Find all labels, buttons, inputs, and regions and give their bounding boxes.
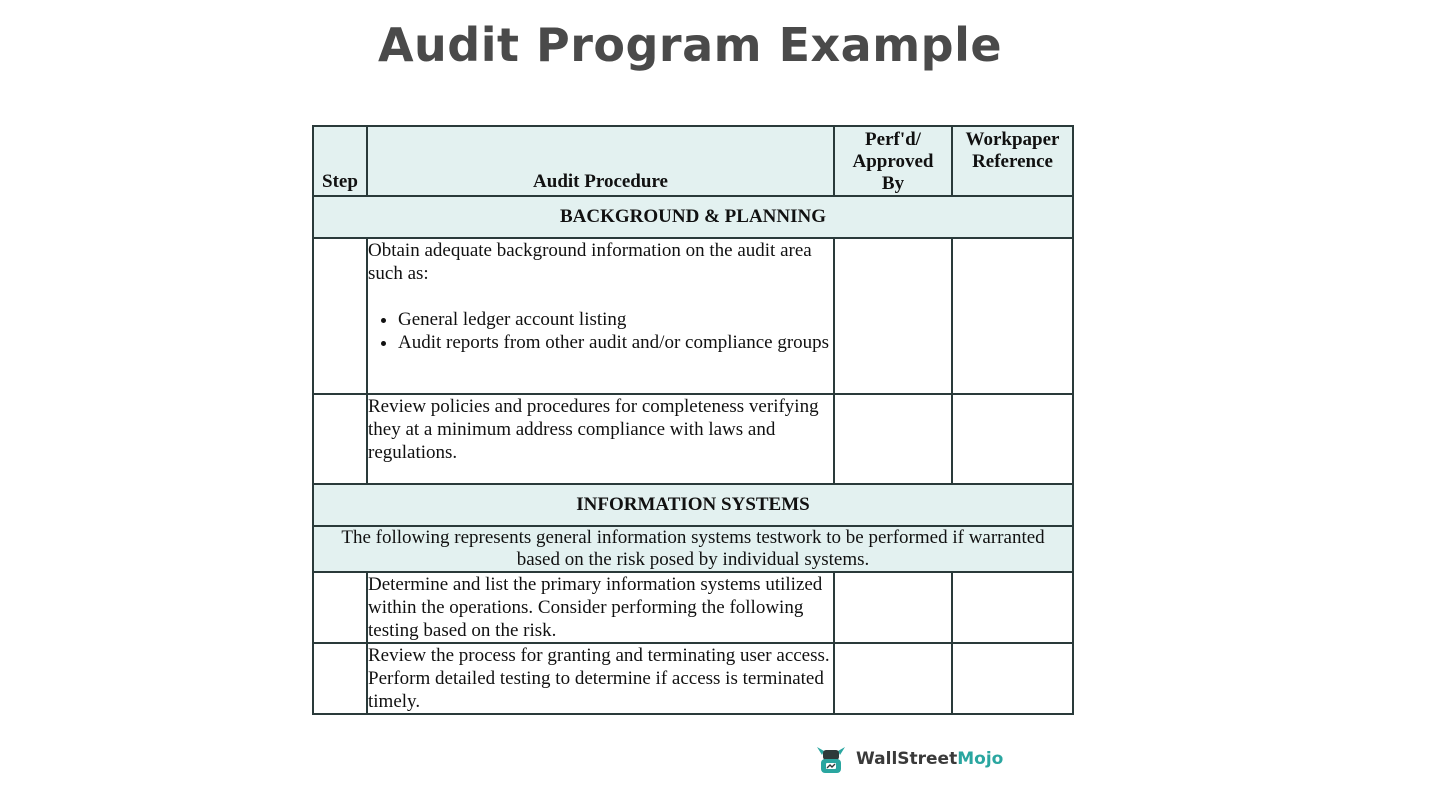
procedure-cell (367, 643, 834, 714)
page-title: Audit Program Example (377, 18, 1003, 72)
step-cell (313, 394, 367, 484)
list-item: • Audit reports from other audit and/or compliance groups (398, 331, 833, 354)
column-header-procedure: Audit Procedure (367, 126, 834, 196)
performed-cell (834, 643, 952, 714)
procedure-bullet-list (368, 308, 833, 354)
procedure-cell (367, 394, 834, 484)
section-heading: BACKGROUND & PLANNING (313, 196, 1073, 238)
list-item: • General ledger account listing (398, 308, 833, 331)
performed-cell (834, 572, 952, 643)
procedure-cell (367, 238, 834, 394)
workpaper-line-2: Reference (972, 151, 1053, 172)
workpaper-cell (952, 238, 1073, 394)
performed-line-1: Perf'd/ (865, 129, 921, 150)
table-row (313, 394, 1073, 484)
section-row-background (313, 196, 1073, 238)
procedure-text: Obtain adequate background information on the audit area such as: (368, 240, 812, 284)
section-heading: INFORMATION SYSTEMS (313, 484, 1073, 526)
table-row (313, 572, 1073, 643)
workpaper-cell (952, 643, 1073, 714)
section-note-row (313, 526, 1073, 572)
section-row-information-systems (313, 484, 1073, 526)
workpaper-cell (952, 572, 1073, 643)
procedure-text: Review policies and procedures for completeness verifying they at a minimum address compliance with laws and regulations. (368, 396, 819, 463)
procedure-text: Review the process for granting and terminating user access. Perform detailed testing to determine if access is terminated timely. (368, 645, 830, 712)
procedure-cell (367, 572, 834, 643)
procedure-text: Determine and list the primary information systems utilized within the operations. Consider performing the following testing based on the risk. (368, 574, 823, 641)
performed-cell (834, 238, 952, 394)
table-row (313, 238, 1073, 394)
table-header-row (313, 126, 1073, 196)
bull-mascot-icon (814, 741, 848, 777)
table-row (313, 643, 1073, 714)
step-cell (313, 643, 367, 714)
performed-line-3: By (881, 173, 905, 194)
audit-program-table (312, 125, 1074, 715)
section-note: The following represents general information systems testwork to be performed if warranted based on the risk posed by individual systems. (313, 526, 1073, 572)
step-cell (313, 572, 367, 643)
workpaper-line-1: Workpaper (965, 129, 1060, 150)
workpaper-cell (952, 394, 1073, 484)
logo-name-part2: Mojo (957, 749, 1004, 769)
column-header-step: Step (313, 126, 367, 196)
step-cell (313, 238, 367, 394)
logo-name-part1: WallStreet (856, 749, 958, 769)
logo-wordmark (856, 749, 1003, 769)
column-header-workpaper (952, 126, 1073, 196)
column-header-performed (834, 126, 952, 196)
wallstreetmojo-logo (814, 741, 1003, 777)
performed-line-2: Approved (852, 151, 934, 172)
performed-cell (834, 394, 952, 484)
